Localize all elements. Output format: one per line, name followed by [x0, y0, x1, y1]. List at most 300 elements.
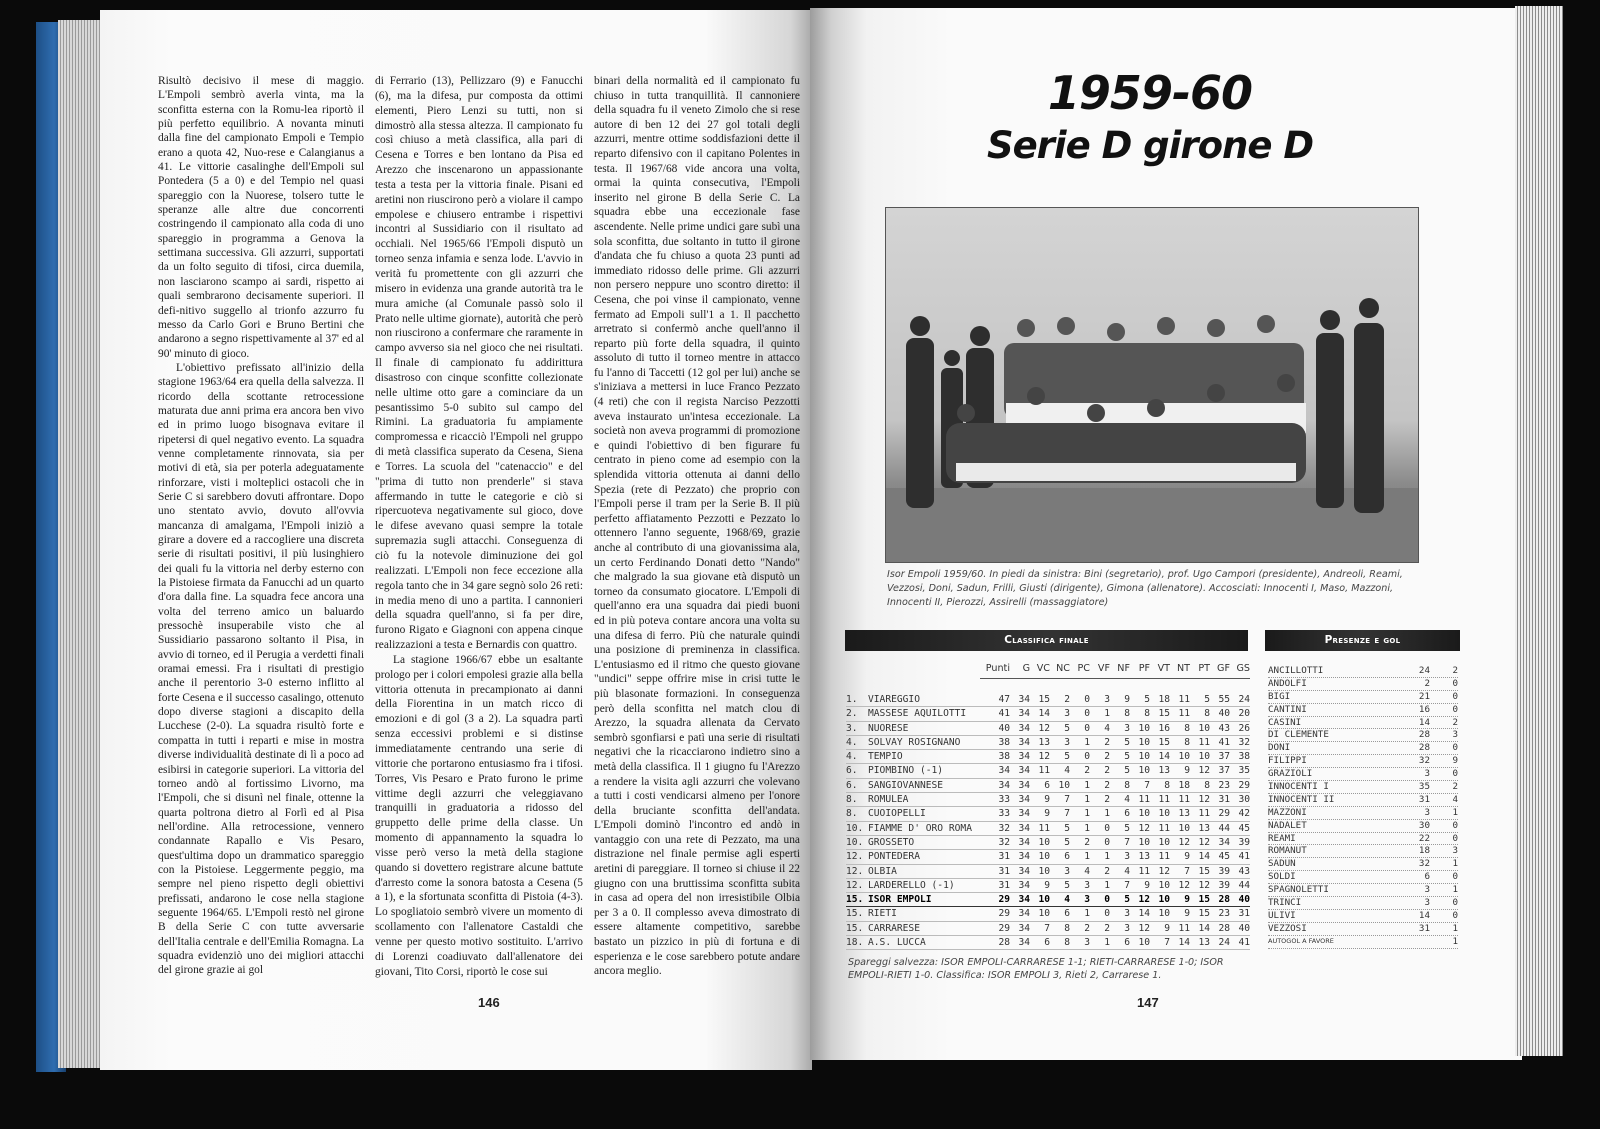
stat-cell: 10 — [1178, 751, 1190, 763]
column-header: VT — [1157, 663, 1170, 674]
stat-cell: 18 — [1178, 779, 1190, 791]
stat-cell: 5 — [1064, 751, 1070, 763]
stat-cell: 0 — [1084, 751, 1090, 763]
player-name: ULIVI — [1268, 909, 1296, 921]
stat-cell: 8 — [1164, 779, 1170, 791]
goals: 0 — [1452, 909, 1458, 921]
stat-cell: 38 — [1238, 751, 1250, 763]
position: 6. — [846, 765, 858, 777]
stat-cell: 1 — [1084, 822, 1090, 834]
stat-cell: 11 — [1138, 794, 1150, 806]
stat-cell: 14 — [1178, 937, 1190, 949]
stat-cell: 7 — [1124, 836, 1130, 848]
stat-cell: 11 — [1198, 808, 1210, 820]
stat-cell: 13 — [1158, 765, 1170, 777]
stat-cell: 15 — [1158, 708, 1170, 720]
stat-cell: 0 — [1084, 708, 1090, 720]
stat-cell: 11 — [1158, 851, 1170, 863]
goals: 0 — [1452, 703, 1458, 715]
stat-cell: 30 — [1238, 794, 1250, 806]
stat-cell: 2 — [1104, 779, 1110, 791]
table-row — [846, 865, 1250, 879]
stat-cell: 11 — [1138, 865, 1150, 877]
stat-cell: 14 — [1198, 851, 1210, 863]
stat-cell: 3 — [1084, 879, 1090, 891]
stat-cell: 34 — [1018, 822, 1030, 834]
stat-cell: 15 — [1198, 865, 1210, 877]
paragraph: di Ferrario (13), Pellizzaro (9) e Fanucchi (6), ma la difesa, pur composta da ottimi elementi, Piero Lenzi su tutti, non si dimostrò alla stessa altezza. Il campionato fu così chiuso a metà classifica, alla pari di Cesena e Torres e ben lontano da Pisa ed Arezzo che inscenarono un appassionante testa a testa per la vittoria finale. Pisani ed aretini non riuscirono però a violare il campo empolese e chiusero entrambe i rispettivi incontri al Sussidiario con il risultato ad occhiali. Nel 1965/66 l'Empoli disputò un torneo senza infamia e senza lode. L'avvio in verità fu promettente con gli azzurri che misero in evidenza una grande autorità tra le mura amiche (al Comunale passò solo il Prato nelle ultime giornate), autorità che però non riuscirono a confermare che raramente in campo avverso sia nel gioco che nei risultati. Il finale di campionato fu addirittura disastroso con cinque sconfitte collezionate nelle ultime otto gare a cominciare da un pesantissimo 5-0 subito sul campo del Rimini. La graduatoria fu ampiamente compromessa e ricacciò l'Empoli nel gruppo di metà classifica superato da Cesena, Siena e Torres. La scuola del "catenaccio" e del "prima di tutto non prenderle" si stava affermando in tutte le categorie e ciò si ripercuoteva negativamente sul gioco, dove le difese avevano quasi sempre la totale supremazia sugli attacchi. Conseguenza di ciò fu la notevole diminuzione dei gol realizzati. L'Empoli non fece eccezione alla regola tanto che in 34 gare segnò solo 26 reti: in media meno di uno a partita. I cannonieri della squadra quell'anno, si fa per dire, furono Rigato e Giagnoni con appena cinque realizzazioni a testa e Bernardis con quattro. — [375, 75, 583, 652]
position: 4. — [846, 736, 858, 748]
stat-cell: 40 — [1238, 922, 1250, 934]
team-cell — [846, 764, 980, 777]
stat-cell: 2 — [1104, 865, 1110, 877]
stat-cell: 34 — [1018, 908, 1030, 920]
team-cell — [846, 907, 980, 920]
position: 6. — [846, 779, 858, 791]
stat-cell: 31 — [1238, 908, 1250, 920]
position: 4. — [846, 751, 858, 763]
team-cell — [846, 822, 980, 835]
stat-cell: 0 — [1104, 822, 1110, 834]
team-name: GROSSETO — [868, 836, 915, 848]
stat-cell: 0 — [1084, 722, 1090, 734]
table-row — [846, 793, 1250, 807]
standings-table — [846, 660, 1250, 950]
table-header-row — [980, 660, 1250, 679]
stat-cell: 8 — [1204, 708, 1210, 720]
stat-cell: 18 — [1158, 694, 1170, 705]
stat-cell: 8 — [1144, 708, 1150, 720]
stat-cell: 24 — [1218, 937, 1230, 949]
stat-cell: 34 — [1018, 922, 1030, 934]
stat-cell: 34 — [998, 779, 1010, 791]
team-name: LARDERELLO (-1) — [868, 879, 955, 891]
stat-cell: 2 — [1104, 765, 1110, 777]
stat-cell: 1 — [1084, 808, 1090, 820]
stat-cell: 45 — [1238, 822, 1250, 834]
stat-cell: 3 — [1084, 937, 1090, 949]
goals: 2 — [1452, 716, 1458, 728]
goals: 0 — [1452, 819, 1458, 831]
stat-cell: 26 — [1238, 722, 1250, 734]
stat-cell: 4 — [1104, 722, 1110, 734]
position: 15. — [846, 894, 864, 906]
stat-cell: 1 — [1104, 937, 1110, 949]
stat-cell: 10 — [1138, 836, 1150, 848]
stat-cell: 10 — [1138, 808, 1150, 820]
team-cell — [846, 736, 980, 749]
player-name: MAZZONI — [1268, 806, 1307, 818]
stat-cell: 1 — [1104, 851, 1110, 863]
stat-cell: 34 — [1018, 765, 1030, 777]
player-name: SOLDI — [1268, 871, 1296, 883]
team-name: A.S. LUCCA — [868, 937, 926, 949]
table-row — [846, 822, 1250, 836]
team-name: VIAREGGIO — [868, 694, 920, 705]
stat-cell: 10 — [1058, 779, 1070, 791]
stat-cell: 38 — [998, 736, 1010, 748]
appearances: 28 — [1418, 729, 1430, 741]
appearances: 16 — [1418, 703, 1430, 715]
stat-cell: 1 — [1104, 808, 1110, 820]
appearances: 14 — [1418, 909, 1430, 921]
appearances: 22 — [1418, 832, 1430, 844]
stat-cell: 43 — [1238, 865, 1250, 877]
stat-cell: 34 — [1018, 794, 1030, 806]
stat-cell: 3 — [1124, 851, 1130, 863]
stat-cell: 9 — [1184, 908, 1190, 920]
stat-cell: 8 — [1184, 736, 1190, 748]
stat-cell: 12 — [1178, 836, 1190, 848]
stat-cell: 3 — [1064, 736, 1070, 748]
stat-cell: 34 — [1218, 836, 1230, 848]
player-name: DI CLEMENTE — [1268, 729, 1329, 741]
stat-cell: 11 — [1038, 822, 1050, 834]
column-header: PC — [1077, 663, 1090, 674]
stat-cell: 5 — [1204, 694, 1210, 705]
player-name: AUTOGOL A FAVORE — [1268, 936, 1334, 945]
player-row — [1268, 794, 1458, 807]
stat-cell: 7 — [1184, 865, 1190, 877]
stat-cell: 7 — [1144, 779, 1150, 791]
goals: 9 — [1452, 755, 1458, 767]
stat-cell: 3 — [1124, 908, 1130, 920]
team-cell — [846, 693, 980, 706]
stat-cell: 40 — [1218, 708, 1230, 720]
stat-cell: 31 — [998, 865, 1010, 877]
stat-cell: 3 — [1104, 694, 1110, 705]
team-name: PONTEDERA — [868, 851, 920, 863]
appearances: 3 — [1424, 768, 1430, 780]
season-title: 1959-60 — [1047, 66, 1253, 120]
stat-cell: 34 — [1018, 722, 1030, 734]
appearances: 6 — [1424, 871, 1430, 883]
column-header: GF — [1217, 663, 1230, 674]
player-row — [1268, 742, 1458, 755]
stat-cell: 10 — [1038, 836, 1050, 848]
position: 8. — [846, 808, 858, 820]
stat-cell: 10 — [1138, 765, 1150, 777]
position: 15. — [846, 908, 864, 920]
team-cell — [846, 850, 980, 863]
stat-cell: 8 — [1204, 779, 1210, 791]
stat-cell: 28 — [1218, 922, 1230, 934]
stat-cell: 41 — [1218, 736, 1230, 748]
stat-cell: 42 — [1238, 808, 1250, 820]
stat-cell: 38 — [998, 751, 1010, 763]
team-name: FIAMME D' ORO ROMA — [868, 822, 972, 834]
stat-cell: 16 — [1158, 722, 1170, 734]
team-name: PIOMBINO (-1) — [868, 765, 944, 777]
table-row — [846, 907, 1250, 921]
stat-cell: 11 — [1158, 822, 1170, 834]
goals: 3 — [1452, 729, 1458, 741]
goals: 1 — [1452, 922, 1458, 934]
stat-cell: 7 — [1044, 922, 1050, 934]
goals: 0 — [1452, 871, 1458, 883]
stat-cell: 12 — [1198, 836, 1210, 848]
stat-cell: 3 — [1064, 865, 1070, 877]
stat-cell: 6 — [1064, 851, 1070, 863]
stat-cell: 10 — [1038, 851, 1050, 863]
stat-cell: 11 — [1038, 765, 1050, 777]
stat-cell: 45 — [1218, 851, 1230, 863]
text-column-3 — [594, 74, 800, 979]
stat-cell: 8 — [1124, 708, 1130, 720]
paragraph: L'obiettivo prefissato all'inizio della stagione 1963/64 era quella della salvezza. Il ricordo della scottante retrocessione maturata due anni prima era ancora ben vivo ed in primo luogo bisognava evitare il ripetersi di quel negativo evento. La squadra venne completamente rinnovata, sia per motivi di età, sia per poterla adeguatamente rinforzare, visti i molteplici ostacoli che in Serie C si sarebbero dovuti affrontare. Dopo uno stentato avvio, dovuto all'ovvia mancanza di amalgama, l'Empoli iniziò a girare a dovere ed a raccogliere una discreta serie di risultati positivi, il più lusinghiero dei quali fu la vittoria nel derby esterno con la Pistoiese firmata da Fanucchi ad un quarto d'ora dalla fine. La squadra fece ancora una volta del terreno amico un baluardo pressochè insuperabile visto che al Sussidiario passarono soltanto il Pisa, in avvio di torneo, ed il Perugia a verdetti finali oramai emessi. Fra i risultati di prestigio anche il perentorio 3-0 esterno inflitto al forte Cesena e il successo casalingo, ottenuto dopo diverse stagioni a discapito della Lucchese (2-0). La squadra risultò forte e compatta in tutti i reparti e mise in mostra diverse individualità destinate di lì a poco ad esibirsi in categorie superiori. La vittoria del torneo andò al fortissimo Livorno, ma l'Empoli, che si disunì nel finale, ottenne la quarta poltrona dietro al Forlì ed al Pisa nell'ordine. Alla retrocessione, vennero condannate Rapallo e Vis Pesaro, quest'ultima dopo un drammatico spareggio con la Pistoiese. Leggermente peggio, ma sempre nel pieno rispetto degli obiettivi prefissati, andarono le cose nella stagione seguente 1964/65. L'Empoli restò nel girone B della Serie C con tutte avversarie dell'Italia centrale e dell'Emilia Romagna. La squadra evidenziò uno dei migliori attacchi del girone grazie ai gol — [158, 361, 364, 977]
player-row — [1268, 845, 1458, 858]
stat-cell: 5 — [1144, 694, 1150, 705]
goals: 0 — [1452, 832, 1458, 844]
appearances: 30 — [1418, 819, 1430, 831]
player-row — [1268, 678, 1458, 691]
stat-cell: 9 — [1124, 694, 1130, 705]
table-row — [846, 922, 1250, 936]
photo-caption: Isor Empoli 1959/60. In piedi da sinistra: Bini (segretario), prof. Ugo Campori (presidente), Andreoli, Reami, Vezzosi, Doni, Sadun, Frilli, Giusti (dirigente), Gimona (allenatore). Accosciati: Innocenti I, Maso, Mazzoni, Innocenti II, Pierozzi, Assirelli (massaggiatore) — [887, 569, 1403, 608]
stat-cell: 43 — [1218, 722, 1230, 734]
stat-cell: 7 — [1064, 794, 1070, 806]
player-name: INNOCENTI II — [1268, 793, 1335, 805]
team-cell — [846, 793, 980, 806]
stat-cell: 9 — [1164, 922, 1170, 934]
stat-cell: 11 — [1178, 794, 1190, 806]
playoff-note: Spareggi salvezza: ISOR EMPOLI-CARRARESE 1-1; RIETI-CARRARESE 1-0; ISOR EMPOLI-RIETI 1-0. Classifica: ISOR EMPOLI 3, Rieti 2, Carrarese 1. — [848, 957, 1224, 981]
player-row — [1268, 755, 1458, 768]
stat-cell: 15 — [1198, 908, 1210, 920]
stat-cell: 41 — [1238, 851, 1250, 863]
stat-cell: 7 — [1124, 879, 1130, 891]
player-row — [1268, 729, 1458, 742]
stat-cell: 8 — [1064, 937, 1070, 949]
stat-cell: 31 — [1218, 794, 1230, 806]
stat-cell: 24 — [1238, 694, 1250, 705]
goals: 0 — [1452, 690, 1458, 702]
player-row — [1268, 807, 1458, 820]
stat-cell: 10 — [1178, 822, 1190, 834]
stat-cell: 9 — [1184, 765, 1190, 777]
stat-cell: 39 — [1218, 879, 1230, 891]
stat-cell: 37 — [1218, 765, 1230, 777]
stat-cell: 12 — [1138, 922, 1150, 934]
stat-cell: 13 — [1198, 822, 1210, 834]
stat-cell: 55 — [1218, 694, 1230, 705]
team-cell — [846, 707, 980, 720]
stat-cell: 35 — [1238, 765, 1250, 777]
stat-cell: 41 — [1238, 937, 1250, 949]
stat-cell: 12 — [1198, 794, 1210, 806]
stat-cell: 6 — [1044, 937, 1050, 949]
stat-cell: 34 — [1018, 751, 1030, 763]
stat-cell: 29 — [998, 908, 1010, 920]
position: 10. — [846, 822, 864, 834]
stat-cell: 34 — [1018, 894, 1030, 906]
stat-cell: 14 — [1198, 922, 1210, 934]
stat-cell: 40 — [998, 722, 1010, 734]
table-row — [846, 850, 1250, 864]
player-row — [1268, 717, 1458, 730]
text-column-1 — [158, 74, 364, 978]
goals: 0 — [1452, 742, 1458, 754]
column-header: PT — [1198, 663, 1210, 674]
player-row — [1268, 910, 1458, 923]
stat-cell: 2 — [1104, 922, 1110, 934]
player-row — [1268, 768, 1458, 781]
team-cell — [846, 922, 980, 935]
player-row — [1268, 665, 1458, 678]
stat-cell: 34 — [1018, 865, 1030, 877]
stat-cell: 33 — [998, 794, 1010, 806]
stat-cell: 5 — [1124, 765, 1130, 777]
stat-cell: 6 — [1124, 808, 1130, 820]
stat-cell: 2 — [1104, 794, 1110, 806]
column-header: Punti — [985, 663, 1010, 674]
team-name: MASSESE AQUILOTTI — [868, 708, 967, 720]
column-header: NT — [1176, 663, 1190, 674]
appearances: 14 — [1418, 716, 1430, 728]
stat-cell: 34 — [1018, 708, 1030, 720]
stat-cell: 9 — [1044, 879, 1050, 891]
player-name: ROMANUT — [1268, 845, 1307, 857]
table-row — [846, 722, 1250, 736]
player-row — [1268, 781, 1458, 794]
goals: 0 — [1452, 897, 1458, 909]
stat-cell: 2 — [1064, 694, 1070, 705]
stat-cell: 47 — [998, 694, 1010, 705]
table-row — [846, 836, 1250, 850]
team-name: RIETI — [868, 908, 897, 920]
stat-cell: 34 — [1018, 694, 1030, 705]
stat-cell: 1 — [1084, 779, 1090, 791]
stat-cell: 6 — [1124, 937, 1130, 949]
player-name: INNOCENTI I — [1268, 781, 1329, 793]
stat-cell: 5 — [1124, 894, 1130, 906]
player-name: TRINCI — [1268, 897, 1302, 909]
player-name: NADALET — [1268, 819, 1307, 831]
stat-cell: 31 — [998, 879, 1010, 891]
stat-cell: 33 — [998, 808, 1010, 820]
stat-cell: 11 — [1178, 922, 1190, 934]
stat-cell: 4 — [1124, 865, 1130, 877]
stat-cell: 29 — [998, 894, 1010, 906]
stat-cell: 1 — [1084, 736, 1090, 748]
goals: 3 — [1452, 845, 1458, 857]
team-photo — [885, 207, 1419, 563]
stat-cell: 4 — [1064, 765, 1070, 777]
table-row — [846, 807, 1250, 821]
player-name: ANDOLFI — [1268, 677, 1307, 689]
team-cell — [846, 722, 980, 735]
stat-cell: 2 — [1084, 836, 1090, 848]
player-row — [1268, 691, 1458, 704]
stat-cell: 11 — [1198, 736, 1210, 748]
stat-cell: 10 — [1138, 751, 1150, 763]
position: 12. — [846, 865, 864, 877]
stat-cell: 11 — [1178, 708, 1190, 720]
stat-cell: 12 — [1038, 751, 1050, 763]
player-name: DONI — [1268, 742, 1291, 754]
team-name: SOLVAY ROSIGNANO — [868, 736, 961, 748]
stat-cell: 39 — [1238, 836, 1250, 848]
team-cell — [846, 936, 980, 949]
stat-cell: 4 — [1064, 894, 1070, 906]
stat-cell: 40 — [1238, 894, 1250, 906]
stat-cell: 1 — [1104, 879, 1110, 891]
stat-cell: 3 — [1084, 894, 1090, 906]
goals: 1 — [1452, 806, 1458, 818]
stat-cell: 8 — [1124, 779, 1130, 791]
position: 12. — [846, 851, 864, 863]
stat-cell: 1 — [1084, 908, 1090, 920]
stat-cell: 12 — [1138, 894, 1150, 906]
team-cell — [846, 750, 980, 763]
stat-cell: 15 — [1038, 694, 1050, 705]
player-name: VEZZOSI — [1268, 922, 1307, 934]
stat-cell: 10 — [1138, 937, 1150, 949]
stat-cell: 32 — [998, 822, 1010, 834]
stat-cell: 12 — [1198, 879, 1210, 891]
stat-cell: 14 — [1158, 751, 1170, 763]
stat-cell: 5 — [1064, 879, 1070, 891]
goals: 0 — [1452, 768, 1458, 780]
position: 8. — [846, 794, 858, 806]
stat-cell: 14 — [1138, 908, 1150, 920]
appearances: 21 — [1418, 690, 1430, 702]
team-name: OLBIA — [868, 865, 897, 877]
stat-cell: 34 — [1018, 836, 1030, 848]
team-cell — [846, 807, 980, 820]
presenze-header: Presenze e gol — [1265, 630, 1460, 651]
stat-cell: 6 — [1064, 908, 1070, 920]
stat-cell: 14 — [1038, 708, 1050, 720]
stat-cell: 12 — [1158, 865, 1170, 877]
table-row — [846, 764, 1250, 778]
appearances: 24 — [1418, 665, 1430, 676]
stat-cell: 29 — [1218, 808, 1230, 820]
appearances: 31 — [1418, 922, 1430, 934]
stat-cell: 8 — [1184, 722, 1190, 734]
appearances — [1390, 936, 1430, 948]
appearances: 32 — [1418, 755, 1430, 767]
stat-cell: 2 — [1084, 922, 1090, 934]
position: 18. — [846, 937, 864, 949]
player-name: CASINI — [1268, 716, 1302, 728]
player-row — [1268, 936, 1458, 949]
stat-cell: 10 — [1138, 722, 1150, 734]
page-number-left: 146 — [478, 995, 500, 1010]
stat-cell: 10 — [1158, 879, 1170, 891]
stat-cell: 37 — [1218, 751, 1230, 763]
stat-cell: 8 — [1064, 922, 1070, 934]
player-row — [1268, 820, 1458, 833]
stat-cell: 13 — [1178, 808, 1190, 820]
stat-cell: 10 — [1038, 894, 1050, 906]
stat-cell: 3 — [1064, 708, 1070, 720]
table-row — [846, 936, 1250, 950]
column-header: VC — [1036, 663, 1050, 674]
stat-cell: 10 — [1038, 865, 1050, 877]
player-row — [1268, 858, 1458, 871]
goals: 1 — [1452, 935, 1458, 947]
team-name: SANGIOVANNESE — [868, 779, 944, 791]
table-row — [846, 736, 1250, 750]
player-row — [1268, 923, 1458, 936]
stat-cell: 2 — [1084, 765, 1090, 777]
stat-cell: 29 — [998, 922, 1010, 934]
paragraph: binari della normalità ed il campionato fu chiuso in tutta tranquillità. Il cannoniere della squadra fu il veneto Zimolo che si rese autore di ben 12 dei 27 gol totali degli azzurri, mentre ottime soddisfazioni dette il reparto difensivo con il capitano Polentes in testa. Il 1967/68 vide ancora una volta, ormai la quinta consecutiva, l'Empoli inserito nel girone B della Serie C. La squadra ebbe una eccezionale fase ascendente. Nelle prime undici gare subì una sola sconfitta, due soltanto in tutto il girone d'andata che fu chiuso a quota 23 punti ad immediato ridosso delle prime. Gli azzurri non persero neppure uno scontro diretto: il Cesena, che poi vinse il campionato, venne fermato ad Empoli sull'1 a 1. Il pacchetto arretrato si confermò anche quell'anno il reparto più forte della squadra, il quinto assoluto di tutto il torneo mentre in attacco fu l'anno di Taccetti (12 gol per lui) anche se s'iniziava a mettersi in luce Franco Pezzato (4 reti) che con il regista Narciso Pezzotti aveva instaurato un'intesa eccezionale. La società non aveva programmi di promozione e quindi l'obiettivo di ben figurare fu centrato in pieno come ad esempio con la splendida vittoria ottenuta ai danni dello Spezia (rete di Pezzato) che proprio con l'Empoli perse il tram per la Serie B. Il più perfetto affiatamento Pezzotti e Pezzato lo ottennero l'anno seguente, 1968/69, grazie anche al contributo di una giovanissima ala, un certo Ferdinando Donati detto "Nando" che malgrado la sua giovane età disputò un torneo da consumato giocatore. L'Empoli di quell'anno era una squadra dai piedi buoni ed in più poteva contare ancora una volta su una difesa di ferro. Più che naturale quindi una posizione di preminenza in classifica. L'entusiasmo ed il ritmo che questo giovane "undici" seppe offrire mise in crisi tutte le più blasonate formazioni. In conseguenza però della sconfitta nel match clou di Arezzo, la squadra allenata da Cervato sembrò sgonfiarsi e patì una serie di risultati negativi che la ricacciarono indietro sino a metà della classifica. Il 1 giugno fu l'Arezzo a rendere la visita agli azzurri che volevano a tutti i costi vendicarsi almeno per l'onore della bruciante sconfitta dell'andata. L'Empoli dominò l'incontro ed andò in vantaggio con una rete di Pezzato, ma una distrazione nel finale permise agli esperti aretini di pareggiare. Il torneo si chiuse il 22 giugno con una bruttissima sconfitta subita in casa ad opera del non irresistibile Olbia per 3 a 0. Il complesso aveva dimostrato di essere altamente competitivo, sarebbe bastato un pizzico in più di fortuna e di esperienza e le cose sarebbero potute andare ancora meglio. — [594, 75, 800, 978]
stat-cell: 44 — [1218, 822, 1230, 834]
stat-cell: 6 — [1044, 779, 1050, 791]
goals: 1 — [1452, 884, 1458, 896]
